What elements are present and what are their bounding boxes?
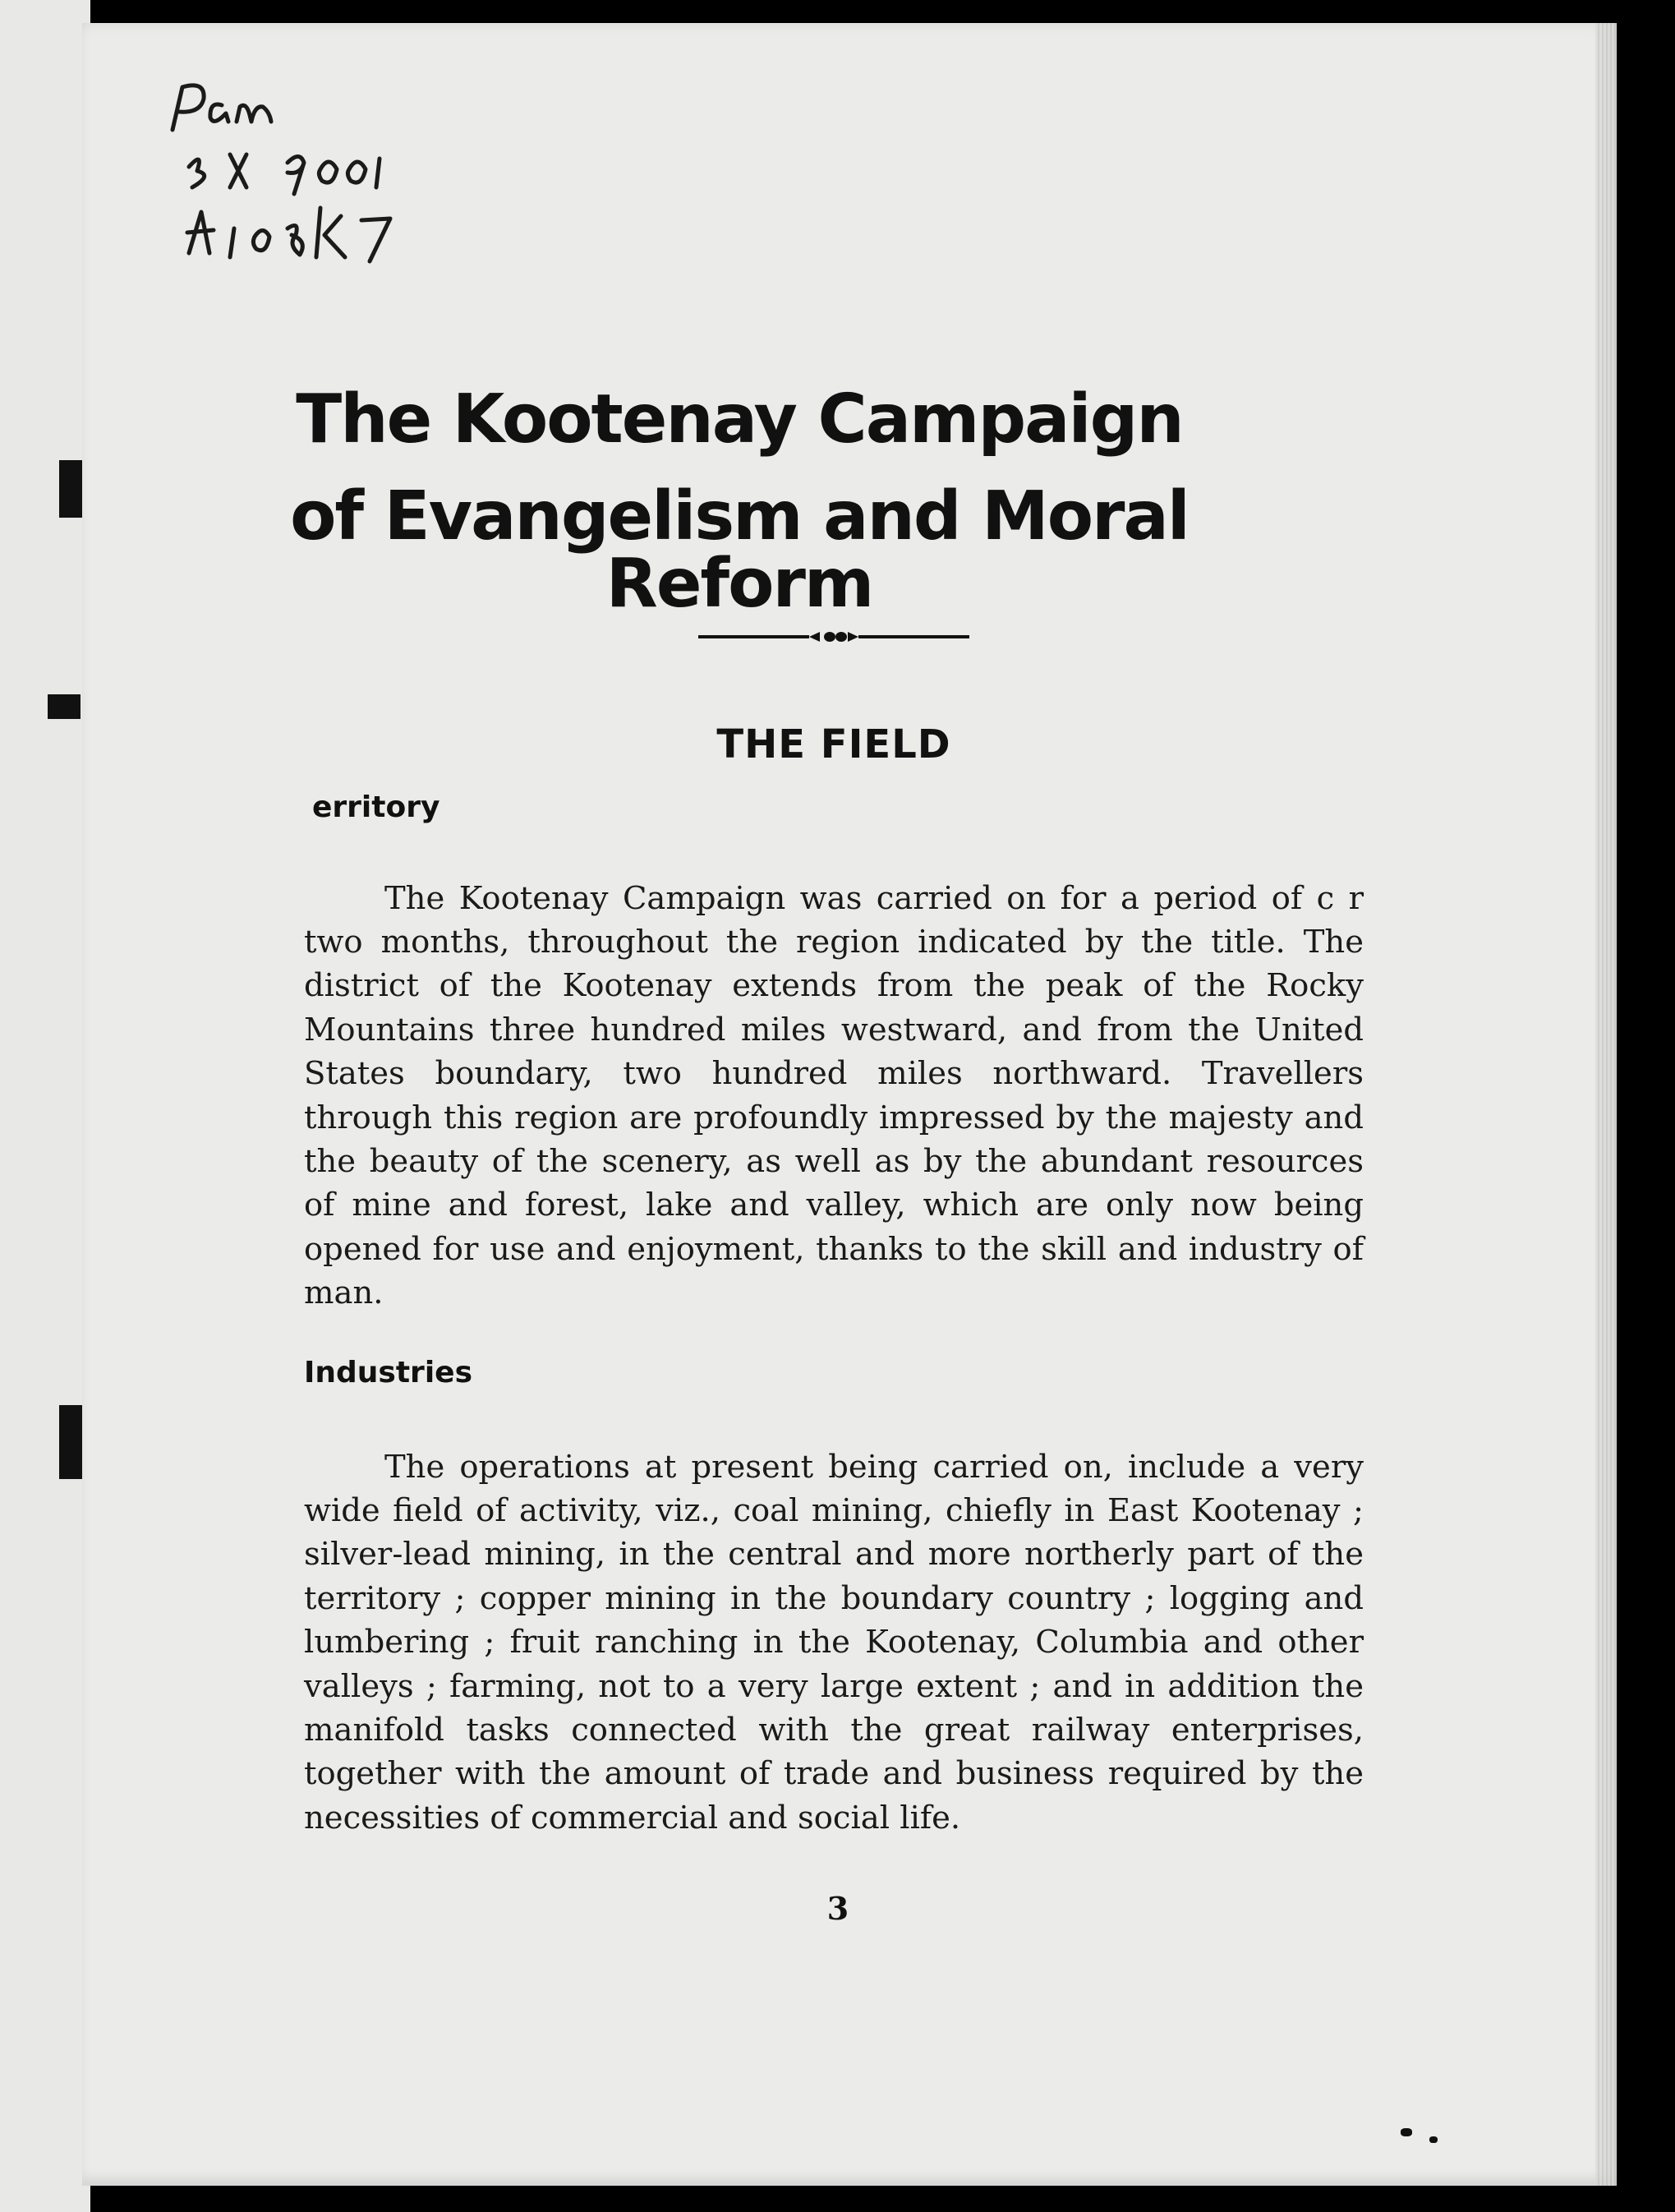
- paragraph-territory: The Kootenay Campaign was carried on for a period of c r two months, throughout the region indicated by the title. The district of the Kootenay extends from the peak of the Rocky Mountains three hundred miles westward, and from the United States boundary, two hundred miles northward. Travellers through this region are profoundly impressed by the majesty and the beauty of the scenery, as well as by the abundant resources of mine and forest, lake and valley, which are only now being opened for use and enjoyment, thanks to the skill and industry of man.: [304, 879, 1364, 1312]
- previous-page-edge: [0, 0, 90, 2212]
- ornamental-rule: [698, 624, 969, 649]
- paragraph-industries: The operations at present being carried on, include a very wide field of activity, viz., coal mining, chiefly in East Kootenay ; silver-lead mining, in the central and more northerly part of the territory ; copper mining in the boundary country ; logging and lumbering ; fruit ranching in the Kootenay, Columbia and other valleys ; farming, not to a very large extent ; and in addition the manifold tasks connected with the great railway enterprises, together with the amount of trade and business required by the necessities of commercial and social life.: [304, 1448, 1364, 1836]
- subsection-heading-territory: erritory: [312, 790, 440, 824]
- binding-mark: [59, 460, 84, 518]
- binding-mark: [48, 694, 81, 719]
- scan-speck: [1401, 2128, 1412, 2136]
- subsection-heading-industries: Industries: [304, 1356, 472, 1389]
- page-edge-shadow: [1595, 23, 1617, 2186]
- document-title-line-1: The Kootenay Campaign: [296, 380, 1183, 459]
- document-title-line-2: of Evangelism and Moral Reform: [290, 477, 1189, 623]
- binding-mark: [59, 1405, 84, 1479]
- handwritten-call-number: [164, 72, 493, 286]
- section-heading: THE FIELD: [716, 721, 951, 767]
- scan-speck: [1429, 2136, 1438, 2143]
- page-number: 3: [826, 1890, 849, 1927]
